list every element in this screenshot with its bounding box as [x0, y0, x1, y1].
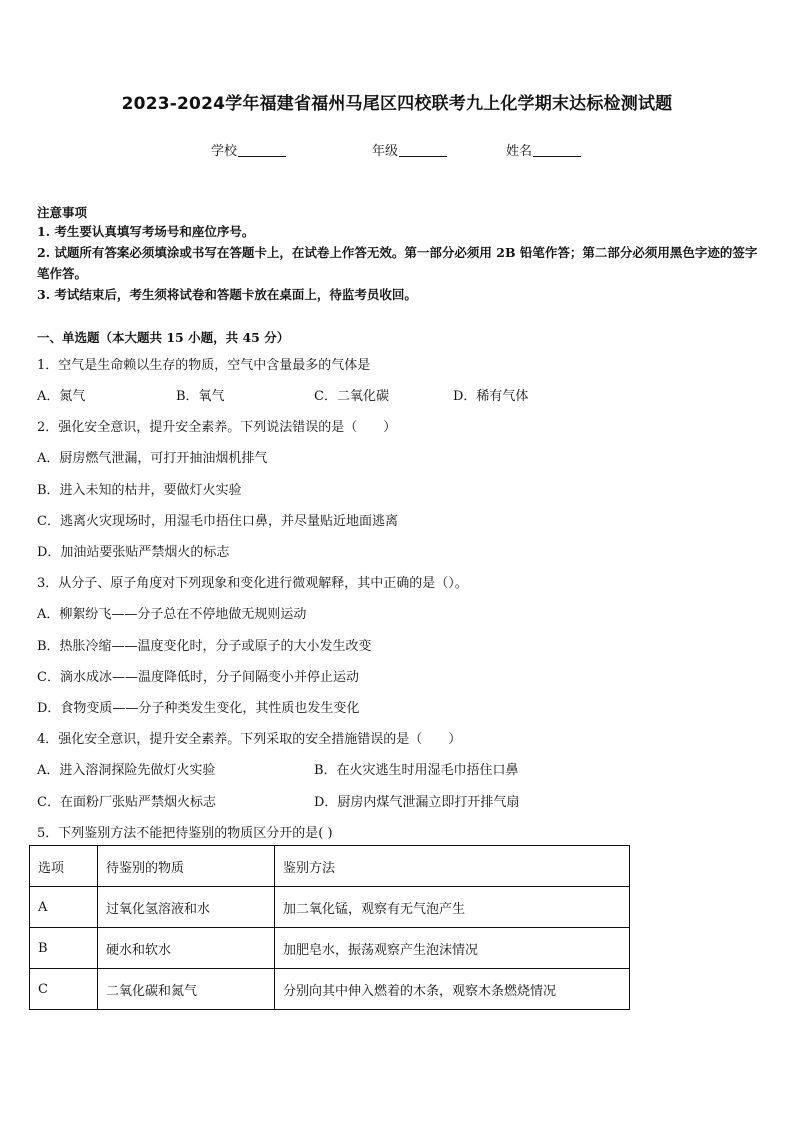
question-2-option-a: A．厨房燃气泄漏，可打开抽油烟机排气 [37, 451, 268, 466]
grade-field [372, 140, 447, 159]
name-label: 姓名 [506, 144, 533, 159]
question-4-option-d: D．厨房内煤气泄漏立即打开排气扇 [314, 795, 520, 810]
table-cell: 过氧化氢溶液和水 [98, 887, 275, 928]
table-cell: 加二氧化锰，观察有无气泡产生 [275, 887, 630, 928]
question-2-option-d: D．加油站要张贴严禁烟火的标志 [37, 545, 230, 560]
table-cell: A [30, 887, 98, 928]
page-title: 2023-2024学年福建省福州马尾区四校联考九上化学期末达标检测试题 [121, 94, 673, 114]
grade-blank [399, 143, 447, 157]
name-blank [533, 143, 581, 157]
notice-item-2: 2. 试题所有答案必须填涂或书写在答题卡上，在试卷上作答无效。第一部分必须用 2B 铅笔作答；第二部分必须用黑色字迹的签字笔作答。 [37, 245, 758, 281]
table-row [30, 969, 630, 1010]
school-label: 学校 [211, 144, 238, 159]
notice-item-1: 1. 考生要认真填写考场号和座位序号。 [37, 224, 255, 239]
table-cell: 加肥皂水，振荡观察产生泡沫情况 [275, 928, 630, 969]
table-row [30, 887, 630, 928]
question-1-option-d: D．稀有气体 [453, 389, 529, 404]
table-header-cell: 鉴别方法 [275, 846, 630, 887]
question-1-option-a: A．氮气 [37, 389, 86, 404]
question-3-option-a: A．柳絮纷飞——分子总在不停地做无规则运动 [37, 607, 307, 622]
grade-label: 年级 [372, 144, 399, 159]
question-5-table [29, 845, 630, 1010]
table-cell: B [30, 928, 98, 969]
section-heading: 一、单选题（本大题共 15 小题，共 45 分） [37, 330, 290, 345]
question-4-option-b: B．在火灾逃生时用湿毛巾捂住口鼻 [314, 763, 519, 778]
table-cell: 二氧化碳和氮气 [98, 969, 275, 1010]
question-1-option-b: B．氧气 [176, 389, 225, 404]
question-1-stem: 1．空气是生命赖以生存的物质，空气中含量最多的气体是 [37, 358, 371, 373]
question-3-option-d: D．食物变质——分子种类发生变化，其性质也发生变化 [37, 701, 360, 716]
question-3-option-c: C．滴水成冰——温度降低时，分子间隔变小并停止运动 [37, 670, 359, 685]
table-cell: C [30, 969, 98, 1010]
question-3-stem: 3．从分子、原子角度对下列现象和变化进行微观解释，其中正确的是（）。 [37, 576, 468, 591]
table-row [30, 928, 630, 969]
question-1-option-c: C．二氧化碳 [314, 389, 389, 404]
school-field [211, 140, 286, 159]
notice-heading: 注意事项 [37, 205, 88, 220]
question-2-option-c: C．逃离火灾现场时，用湿毛巾捂住口鼻，并尽量贴近地面逃离 [37, 514, 398, 529]
question-2-stem: 2．强化安全意识，提升安全素养。下列说法错误的是（ ） [37, 420, 397, 435]
table-header-row [30, 846, 630, 887]
table-header-cell: 待鉴别的物质 [98, 846, 275, 887]
table-header-cell: 选项 [30, 846, 98, 887]
notice-item-3: 3. 考试结束后，考生须将试卷和答题卡放在桌面上，待监考员收回。 [37, 287, 417, 302]
school-blank [238, 143, 286, 157]
table-cell: 分别向其中伸入燃着的木条，观察木条燃烧情况 [275, 969, 630, 1010]
name-field [506, 140, 581, 159]
question-2-option-b: B．进入未知的枯井，要做灯火实验 [37, 483, 242, 498]
table-cell: 硬水和软水 [98, 928, 275, 969]
question-4-stem: 4．强化安全意识，提升安全素养。下列采取的安全措施错误的是（ ） [37, 732, 462, 747]
question-5-stem: 5．下列鉴别方法不能把待鉴别的物质区分开的是( ) [37, 826, 333, 841]
question-4-option-a: A．进入溶洞探险先做灯火实验 [37, 763, 216, 778]
question-3-option-b: B．热胀冷缩——温度变化时，分子或原子的大小发生改变 [37, 639, 372, 654]
question-4-option-c: C．在面粉厂张贴严禁烟火标志 [37, 795, 216, 810]
